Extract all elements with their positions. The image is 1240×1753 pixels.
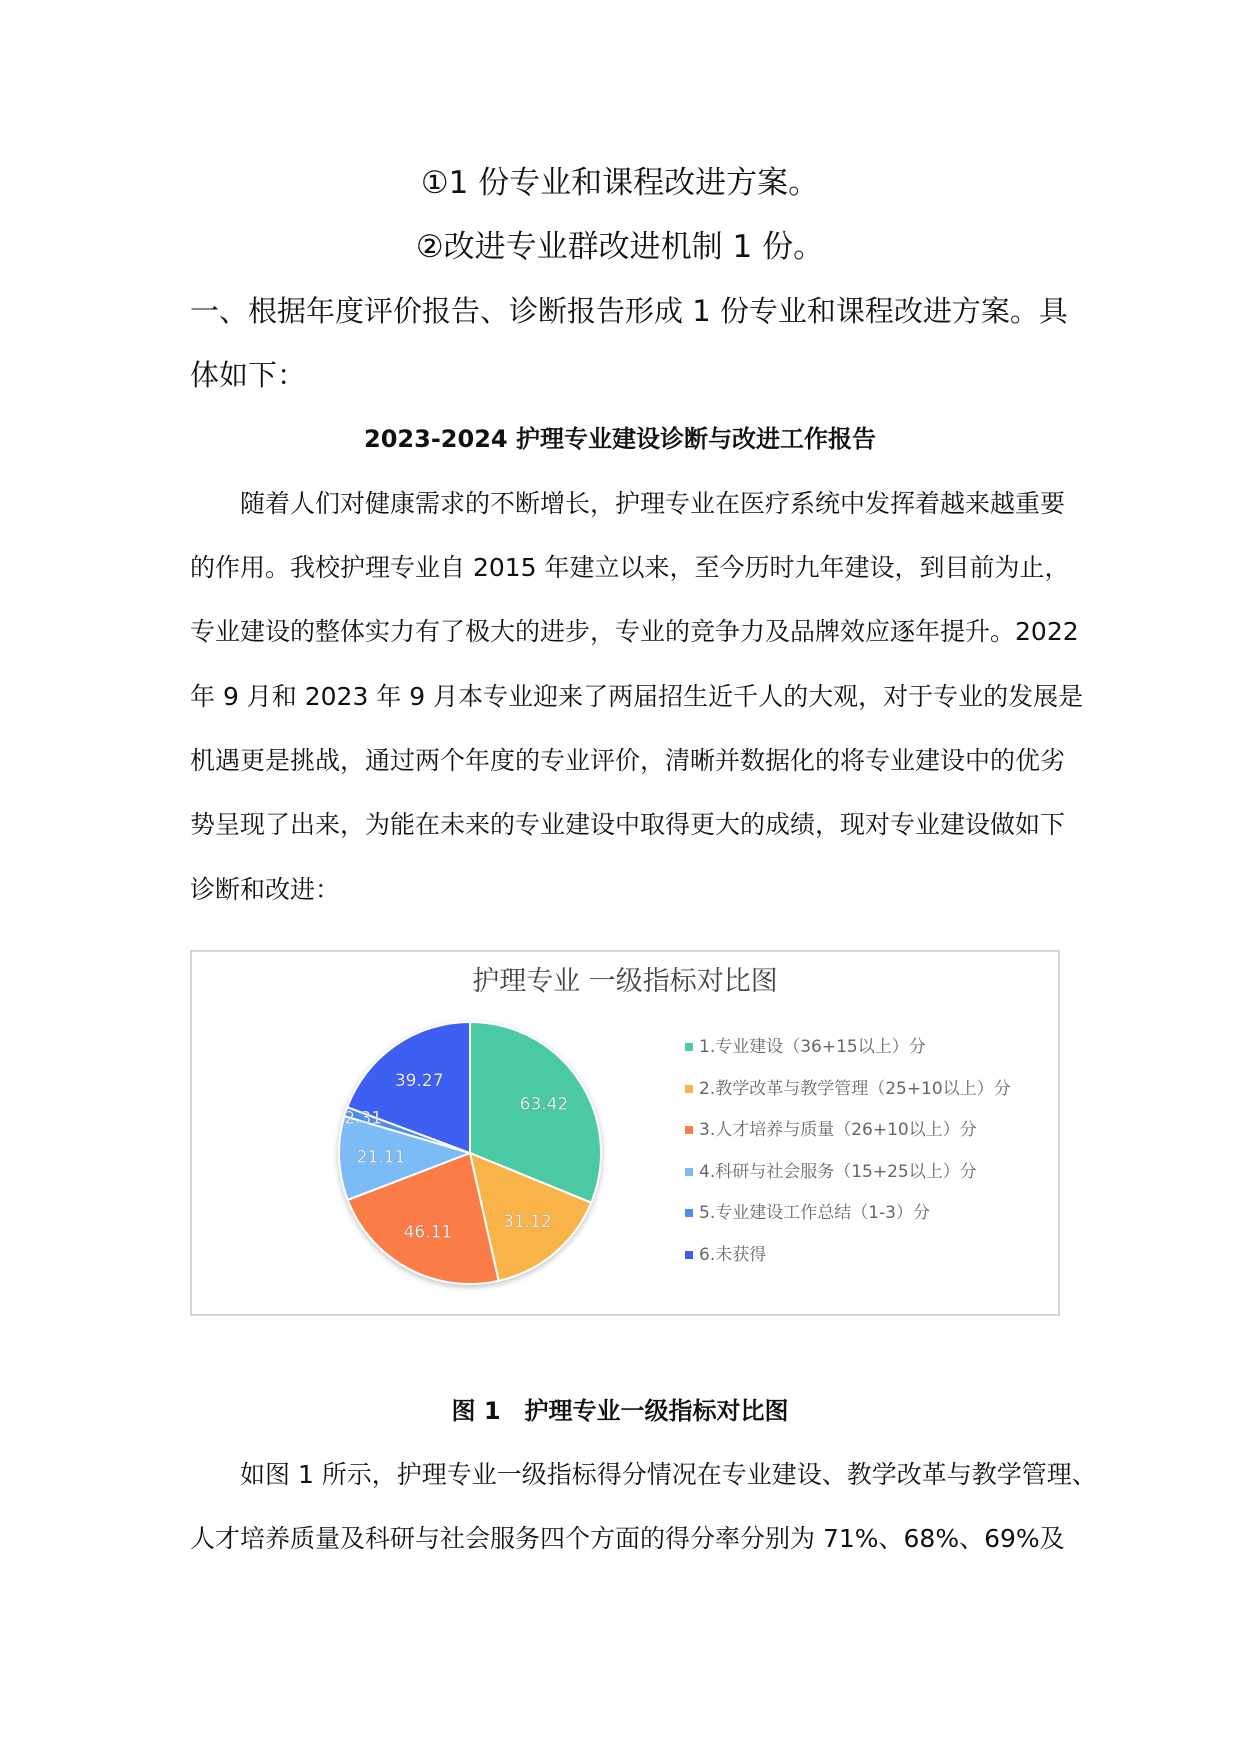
paragraph-line: 的作用。我校护理专业自 2015 年建立以来，至今历时九年建设，到目前为止， <box>190 553 1070 582</box>
legend-swatch <box>685 1209 693 1217</box>
pie-data-label: 2.31 <box>344 1108 383 1129</box>
legend-label: 5.专业建设工作总结（1-3）分 <box>699 1203 930 1223</box>
paragraph-line: 势呈现了出来，为能在未来的专业建设中取得更大的成绩，现对专业建设做如下 <box>190 810 1066 839</box>
legend-label: 2.教学改革与教学管理（25+10以上）分 <box>699 1078 1011 1099</box>
paragraph-line: 随着人们对健康需求的不断增长，护理专业在医疗系统中发挥着越来越重要 <box>190 489 1066 518</box>
intro-line-2: ②改进专业群改进机制 1 份。 <box>415 229 825 265</box>
legend-label: 3.人才培养与质量（26+10以上）分 <box>699 1120 977 1140</box>
paragraph-line: 机遇更是挑战，通过两个年度的专业评价，清晰并数据化的将专业建设中的优劣 <box>190 746 1066 775</box>
paragraph-line: 人才培养质量及科研与社会服务四个方面的得分率分别为 71%、68%、69%及 <box>190 1524 1065 1553</box>
paragraph-line: 诊断和改进： <box>190 875 341 904</box>
pie-chart-figure <box>190 950 1060 1316</box>
figure-caption: 图 1 护理专业一级指标对比图 <box>451 1397 789 1425</box>
pie-data-label: 39.27 <box>394 1070 444 1091</box>
legend-swatch <box>685 1168 693 1176</box>
pie-data-label: 46.11 <box>403 1222 453 1243</box>
section-heading-line-1: 一、根据年度评价报告、诊断报告形成 1 份专业和课程改进方案。具 <box>190 294 1068 328</box>
legend-label: 1.专业建设（36+15以上）分 <box>699 1037 926 1057</box>
legend-swatch <box>685 1126 693 1134</box>
legend-swatch <box>685 1251 693 1259</box>
paragraph-line: 如图 1 所示，护理专业一级指标得分情况在专业建设、教学改革与教学管理、 <box>190 1460 1097 1489</box>
pie-data-label: 21.11 <box>356 1147 406 1168</box>
pie-data-label: 31.12 <box>503 1212 552 1233</box>
section-heading-line-2: 体如下： <box>190 358 307 392</box>
paragraph-line: 专业建设的整体实力有了极大的进步，专业的竞争力及品牌效应逐年提升。2022 <box>190 617 1079 646</box>
legend-swatch <box>685 1043 693 1051</box>
intro-line-1: ①1 份专业和课程改进方案。 <box>420 165 820 201</box>
chart-title: 护理专业 一级指标对比图 <box>472 966 778 997</box>
paragraph-line: 年 9 月和 2023 年 9 月本专业迎来了两届招生近千人的大观，对于专业的发展是 <box>190 682 1084 711</box>
pie-data-label: 63.42 <box>519 1094 569 1115</box>
legend-label: 4.科研与社会服务（15+25以上）分 <box>699 1161 977 1182</box>
legend-label: 6.未获得 <box>699 1244 767 1265</box>
report-title: 2023-2024 护理专业建设诊断与改进工作报告 <box>364 425 876 453</box>
legend-swatch <box>685 1085 693 1093</box>
